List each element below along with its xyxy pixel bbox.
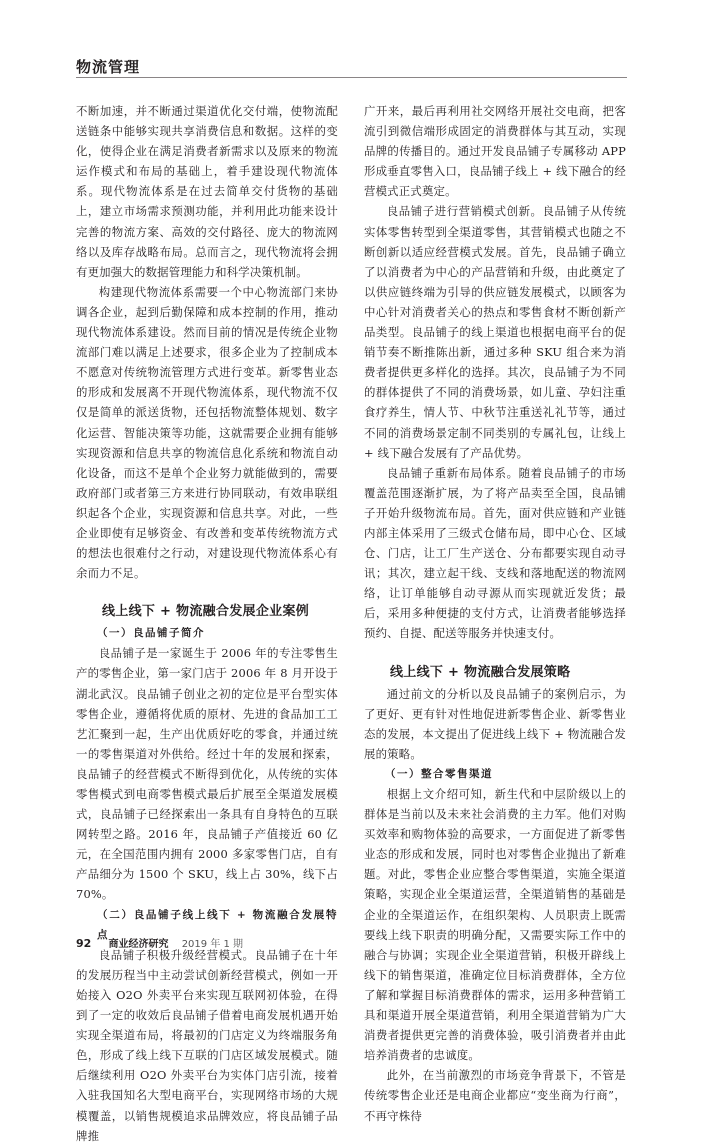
- paragraph: 良品铺子积极升级经营模式。良品铺子在十年的发展历程当中主动尝试创新经营模式，例如一开始接入 O2O 外卖平台来实现互联网初体验，在得到了一定的收效后良品铺子借着电商发展机遇开始实现全渠道布局，将最初的门店定义为终端服务角色，形成了线上线下互联的门店区域发展模式。随后继续利用 O2O 外卖平台为实体门店引流，接着入驻我国知名大型电商平台，实现网络市场的大规模覆盖，以销售规模追求品牌效应，将良品铺子品牌推: [76, 947, 338, 1143]
- paragraph: 通过前文的分析以及良品铺子的案例启示，为了更好、更有针对性地促进新零售企业、新零售业态的发展，本文提出了促进线上线下 + 物流融合发展的策略。: [364, 686, 626, 761]
- section-title: 物流管理: [76, 58, 141, 76]
- left-column: [76, 101, 338, 1146]
- right-column: [364, 101, 626, 1126]
- subsection-heading: （一）良品铺子简介: [97, 627, 205, 640]
- paragraph: 良品铺子是一家诞生于 2006 年的专注零售生产的零售企业，第一家门店于 2006 年 8 月开设于湖北武汉。良品铺子创业之初的定位是平台型实体零售企业，遵循将优质的原材、先进的食品加工工艺汇聚到一起，生产出优质好吃的零食，并通过统一的零售渠道对外供给。经过十年的发展和探索，良品铺子的经营模式不断得到优化，从传统的实体零售模式到电商零售模式最后扩展至全渠道发展模式，良品铺子已经探索出一条具有自身特色的互联网转型之路。2016 年，良品铺子产值接近 60 亿元，在全国范围内拥有 2000 多家零售门店，自有产品细分为 1500 个 SKU，线上占 30%，线下占 70%。: [76, 646, 338, 902]
- issue-label: 2019 年 1 期: [181, 939, 244, 950]
- paragraph: 根据上文介绍可知，新生代和中层阶级以上的群体是当前以及未来社会消费的主力军。他们对购买效率和购物体验的高要求，一方面促进了新零售业态的形成和发展，同时也对零售企业抛出了新难题。对此，零售企业应整合零售渠道，实施全渠道策略，实现企业全渠道运营，全渠道销售的基础是企业的全渠道运作，在组织架构、人员职责上既需要线上线下职责的明确分配，又需要实际工作中的融合与协调；实现企业全渠道营销，积极开辟线上线下的销售渠道，准确定位目标消费群体，全方位了解和掌握目标消费群体的需求，运用多种营销工具和渠道开展全渠道营销，利用全渠道营销为广大消费者提供更完善的消费体验，吸引消费者并由此培养消费者的忠诚度。: [364, 787, 626, 1063]
- subsection-heading: （一）整合零售渠道: [385, 767, 493, 780]
- paragraph: 构建现代物流体系需要一个中心物流部门来协调各企业，起到后勤保障和成本控制的作用，推动现代物流体系建设。然而目前的情况是传统企业物流部门难以满足上述要求，很多企业为了控制成本不愿意对传统物流管理方式进行变革。新零售业态的形成和发展离不开现代物流体系，现代物流不仅仅是简单的派送货物，还包括物流整体规划、数字化运营、智能决策等功能，这就需要企业拥有能够实现资源和信息共享的物流信息化系统和物流自动化设备，而这不是单个企业努力就能做到的，需要政府部门或者第三方来进行协同联动，有效串联组织起各个企业，实现资源和信息共享。对此，一些企业即使有足够资金、有改善和变革传统物流方式的想法也很难付之行动，对建设现代物流体系心有余而力不足。: [76, 284, 338, 581]
- page-number: 92: [76, 937, 92, 950]
- page-footer: [76, 935, 243, 950]
- subsection-heading: （二）良品铺子线上线下 + 物流融合发展特点: [97, 908, 338, 941]
- journal-name: 商业经济研究: [108, 939, 169, 950]
- paragraph: 不断加速，并不断通过渠道优化交付端，使物流配送链条中能够实现共享消费信息和数据。这样的变化，使得企业在满足消费者新需求以及原来的物流运作模式和布局的基础上，着手建设现代物流体系。现代物流体系是在过去简单交付货物的基础上，建立市场需求预测功能，并利用此功能来设计完善的物流方案、高效的交付路径、庞大的物流网络以及库存战略布局。总而言之，现代物流将会拥有更加强大的数据管理能力和科学决策机制。: [76, 104, 338, 279]
- section-heading: 线上线下 + 物流融合发展策略: [390, 664, 571, 680]
- section-heading: 线上线下 + 物流融合发展企业案例: [102, 604, 310, 620]
- paragraph: 广开来，最后再利用社交网络开展社交电商，把客流引到微信端形成固定的消费群体与其互动，实现品牌的传播目的。通过开发良品铺子专属移动 APP 形成垂直零售入口，良品铺子线上 + 线下融合的经营模式正式奠定。: [364, 104, 626, 199]
- paragraph: 此外，在当前激烈的市场竞争背景下，不管是传统零售企业还是电商企业都应“变坐商为行商”，不再守株待: [364, 1068, 626, 1123]
- header-divider: [76, 77, 627, 78]
- paragraph: 良品铺子进行营销模式创新。良品铺子从传统实体零售转型到全渠道零售，其营销模式也随之不断创新以适应经营模式发展。首先，良品铺子确立了以消费者为中心的产品营销和升级，由此奠定了以供应链终端为引导的供应链发展模式，以顾客为中心针对消费者关心的热点和零售食材不断创新产品类型。良品铺子的线上渠道也根据电商平台的促销节奏不断推陈出新，通过多种 SKU 组合来为消费者提供更多样化的选择。其次，良品铺子为不同的群体提供了不同的消费场景，如儿童、孕妇注重食疗养生，情人节、中秋节注重送礼礼节等，通过不同的消费场景定制不同类别的专属礼包，让线上 + 线下融合发展有了产品优势。: [364, 204, 626, 460]
- paragraph: 良品铺子重新布局体系。随着良品铺子的市场覆盖范围逐渐扩展，为了将产品卖至全国，良品铺子开始升级物流布局。首先，面对供应链和产业链内部主体采用了三级式仓储布局，即中心仓、区域仓、门店，让工厂生产送仓、分布都要实现自动寻讯；其次，建立起干线、支线和落地配送的物流网络，让订单能够自动寻源从而实现就近发货；最后，采用多种便捷的支付方式，让消费者能够选择预约、自提、配送等服务并快速支付。: [364, 465, 626, 641]
